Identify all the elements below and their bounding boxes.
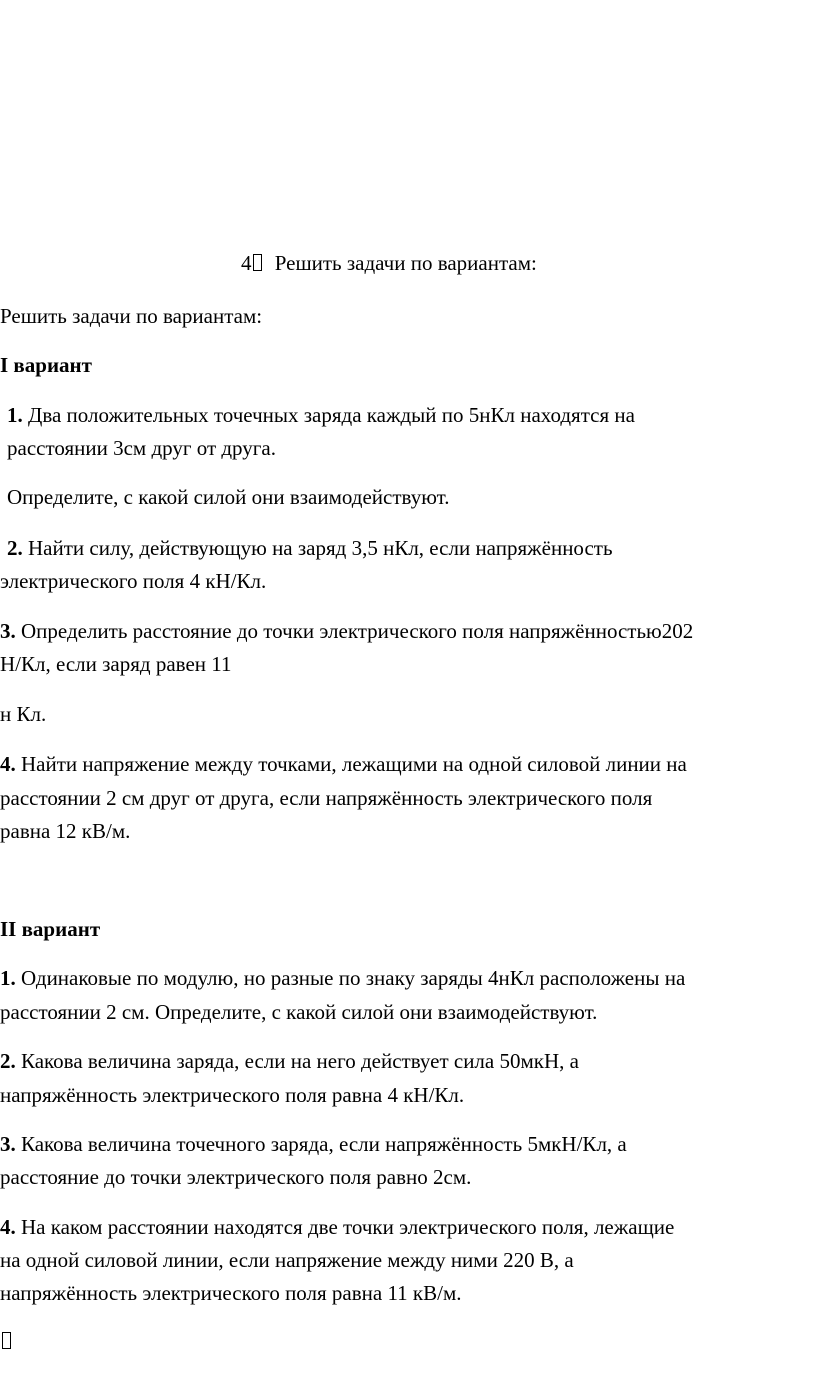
v1-problem-1-line-3: Определите, с какой силой они взаимодействуют.: [7, 485, 450, 509]
v2-problem-3-text: Какова величина точечного заряда, если напряжённость 5мкН/Кл, а: [15, 1132, 627, 1156]
v2-problem-4-text: На каком расстоянии находятся две точки электрического поля, лежащие: [15, 1215, 675, 1239]
v2-problem-4-number: 4.: [0, 1215, 16, 1239]
v1-problem-4-line-3: равна 12 кВ/м.: [0, 819, 131, 843]
missing-glyph-icon: [2, 1332, 11, 1349]
v2-problem-2-text: Какова величина заряда, если на него действует сила 50мкН, а: [15, 1049, 579, 1073]
v2-problem-3-line-2: расстояние до точки электрического поля равно 2см.: [0, 1165, 472, 1189]
v1-problem-4-line-1: [0, 754, 687, 775]
v2-problem-1-number: 1.: [0, 966, 16, 990]
v1-problem-3-line-1: [0, 621, 693, 642]
v1-problem-3-number: 3.: [0, 619, 16, 643]
v1-problem-1-line-1: [7, 405, 635, 426]
v1-problem-3-text: Определить расстояние до точки электрического поля напряжённостью202: [15, 619, 694, 643]
missing-glyph-icon: [253, 254, 262, 271]
v1-problem-1-number: 1.: [7, 403, 23, 427]
intro-text: Решить задачи по вариантам:: [0, 304, 263, 328]
v2-problem-1-line-1: [0, 968, 685, 989]
trailing-missing-glyph: [1, 1331, 11, 1352]
v1-problem-2-text: Найти силу, действующую на заряд 3,5 нКл, если напряжённость: [22, 536, 613, 560]
v1-problem-4-line-2: расстоянии 2 см друг от друга, если напряжённость электрического поля: [0, 786, 653, 810]
page-heading: [241, 253, 537, 274]
v2-problem-2-line-2: напряжённость электрического поля равна 4 кН/Кл.: [0, 1083, 465, 1107]
v1-problem-2-line-2: электрического поля 4 кН/Кл.: [0, 569, 267, 593]
v1-problem-2-line-1: [7, 538, 613, 559]
v2-problem-4-line-3: напряжённость электрического поля равна 11 кВ/м.: [0, 1281, 462, 1305]
v1-problem-2-number: 2.: [7, 536, 23, 560]
v2-problem-2-line-1: [0, 1051, 579, 1072]
v2-problem-4-line-1: [0, 1217, 674, 1238]
v2-problem-3-line-1: [0, 1134, 627, 1155]
v1-problem-4-text: Найти напряжение между точками, лежащими на одной силовой линии на: [15, 752, 687, 776]
v2-problem-1-text: Одинаковые по модулю, но разные по знаку заряды 4нКл расположены на: [15, 966, 686, 990]
heading-number: 4: [241, 251, 252, 275]
variant-2-title: II вариант: [0, 917, 101, 941]
v1-problem-3-line-2: Н/Кл, если заряд равен 11: [0, 652, 232, 676]
v1-problem-1-text: Два положительных точечных заряда каждый по 5нКл находятся на: [22, 403, 635, 427]
v2-problem-4-line-2: на одной силовой линии, если напряжение между ними 220 В, а: [0, 1248, 574, 1272]
v1-problem-3-line-3: н Кл.: [0, 702, 47, 726]
v2-problem-3-number: 3.: [0, 1132, 16, 1156]
v2-problem-1-line-2: расстоянии 2 см. Определите, с какой силой они взаимодействуют.: [0, 1000, 598, 1024]
heading-text: Решить задачи по вариантам:: [274, 251, 537, 275]
v1-problem-1-line-2: расстоянии 3см друг от друга.: [7, 436, 276, 460]
v2-problem-2-number: 2.: [0, 1049, 16, 1073]
variant-1-title: I вариант: [0, 353, 92, 377]
v1-problem-4-number: 4.: [0, 752, 16, 776]
